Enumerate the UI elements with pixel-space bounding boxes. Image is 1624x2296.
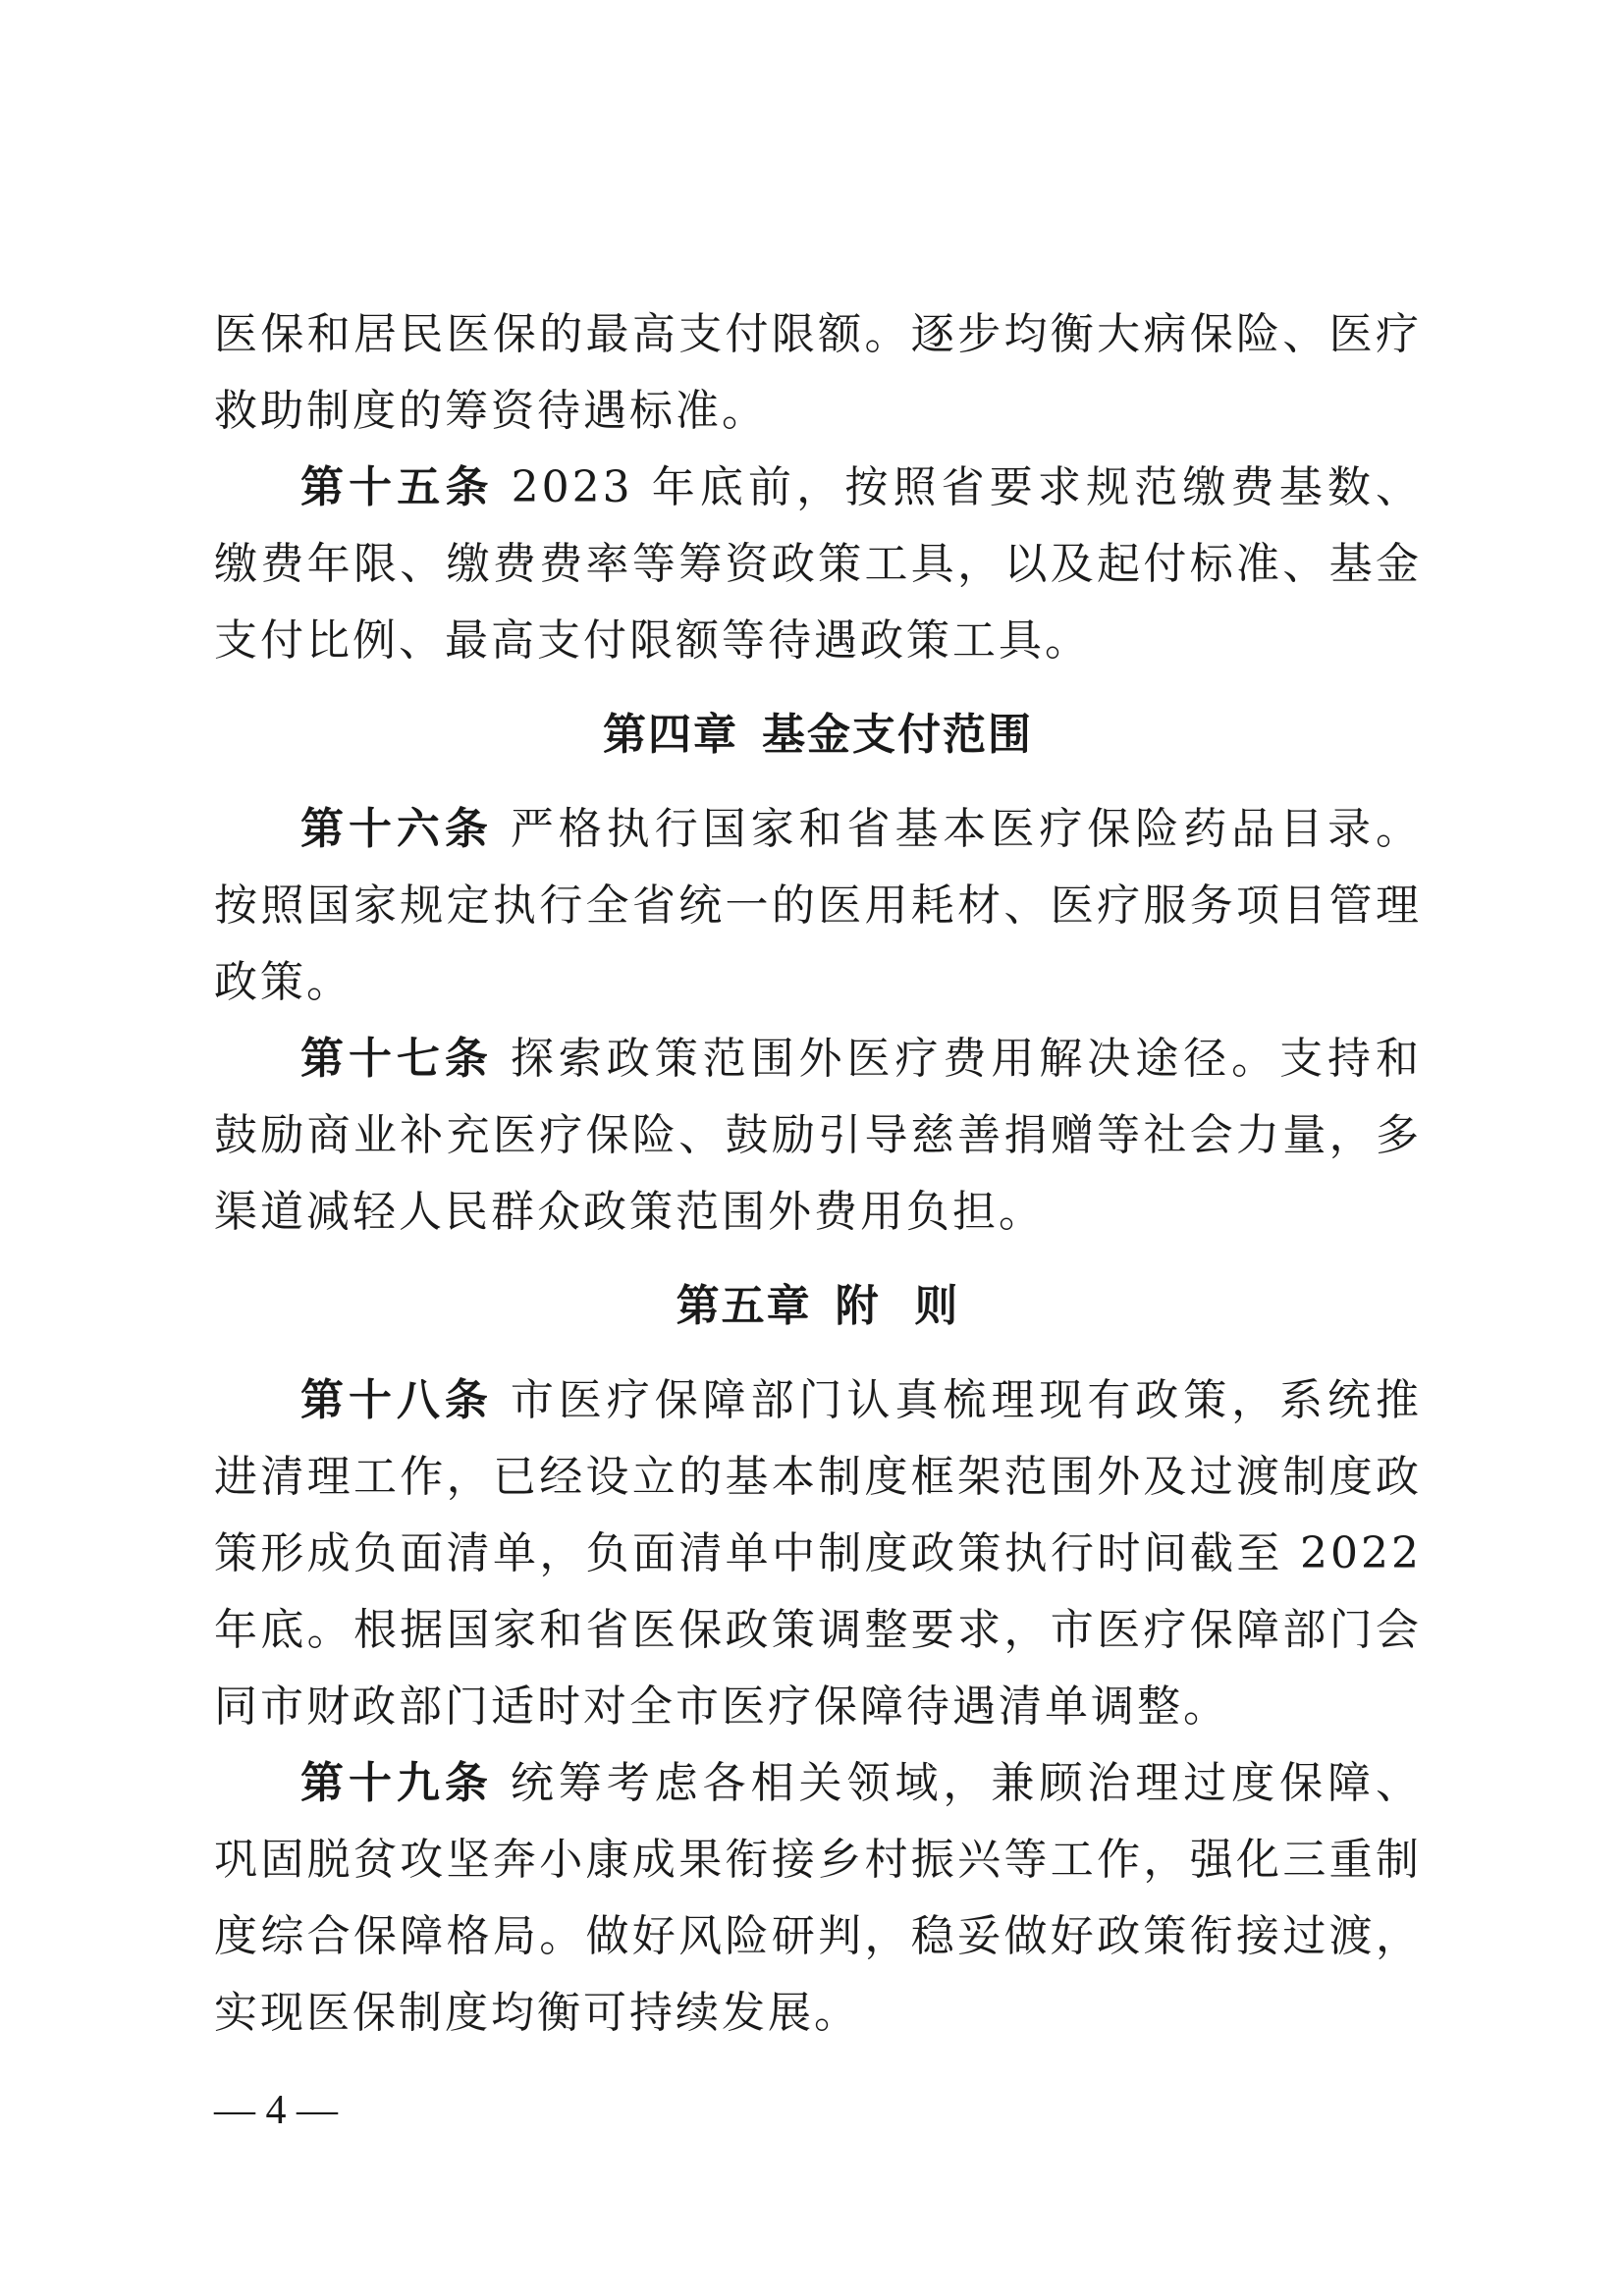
article-17-label: 第十七条 — [300, 1034, 493, 1084]
chapter-5-title: 附 则 — [835, 1281, 960, 1331]
article-15-label: 第十五条 — [300, 462, 494, 512]
article-18-text: 市医疗保障部门认真梳理现有政策，系统推进清理工作，已经设立的基本制度框架范围外及过渡制度政策形成负面清单，负面清单中制度政策执行时间截至 2022 年底。根据国家和省医保政策调整要求，市医疗保障部门会同市财政部门适时对全市医疗保障待遇清单调整。 — [214, 1375, 1423, 1732]
article-15-text: 2023 年底前，按照省要求规范缴费基数、缴费年限、缴费费率等筹资政策工具，以及起付标准、基金支付比例、最高支付限额等待遇政策工具。 — [214, 462, 1422, 666]
article-15 — [214, 450, 1422, 679]
article-16-label: 第十六条 — [300, 804, 493, 854]
article-18-label: 第十八条 — [300, 1375, 493, 1425]
document-page — [214, 296, 1422, 2052]
continuation-paragraph: 医保和居民医保的最高支付限额。逐步均衡大病保险、医疗救助制度的筹资待遇标准。 — [214, 309, 1422, 436]
article-16-text: 严格执行国家和省基本医疗保险药品目录。按照国家规定执行全省统一的医用耗材、医疗服务项目管理政策。 — [214, 804, 1423, 1007]
chapter-4-heading — [214, 697, 1422, 774]
article-17 — [214, 1021, 1422, 1251]
article-18 — [214, 1362, 1422, 1745]
article-19 — [214, 1745, 1422, 2052]
article-19-label: 第十九条 — [300, 1758, 493, 1808]
chapter-4-number: 第四章 — [603, 710, 738, 760]
article-19-text: 统筹考虑各相关领域，兼顾治理过度保障、巩固脱贫攻坚奔小康成果衔接乡村振兴等工作，强化三重制度综合保障格局。做好风险研判，稳妥做好政策衔接过渡，实现医保制度均衡可持续发展。 — [214, 1758, 1423, 2038]
page-number: — 4 — — [214, 2088, 338, 2133]
article-16 — [214, 791, 1422, 1021]
chapter-5-heading — [214, 1268, 1422, 1345]
chapter-5-number: 第五章 — [676, 1281, 812, 1331]
chapter-4-title: 基金支付范围 — [762, 710, 1033, 760]
article-17-text: 探索政策范围外医疗费用解决途径。支持和鼓励商业补充医疗保险、鼓励引导慈善捐赠等社会力量，多渠道减轻人民群众政策范围外费用负担。 — [214, 1034, 1423, 1237]
